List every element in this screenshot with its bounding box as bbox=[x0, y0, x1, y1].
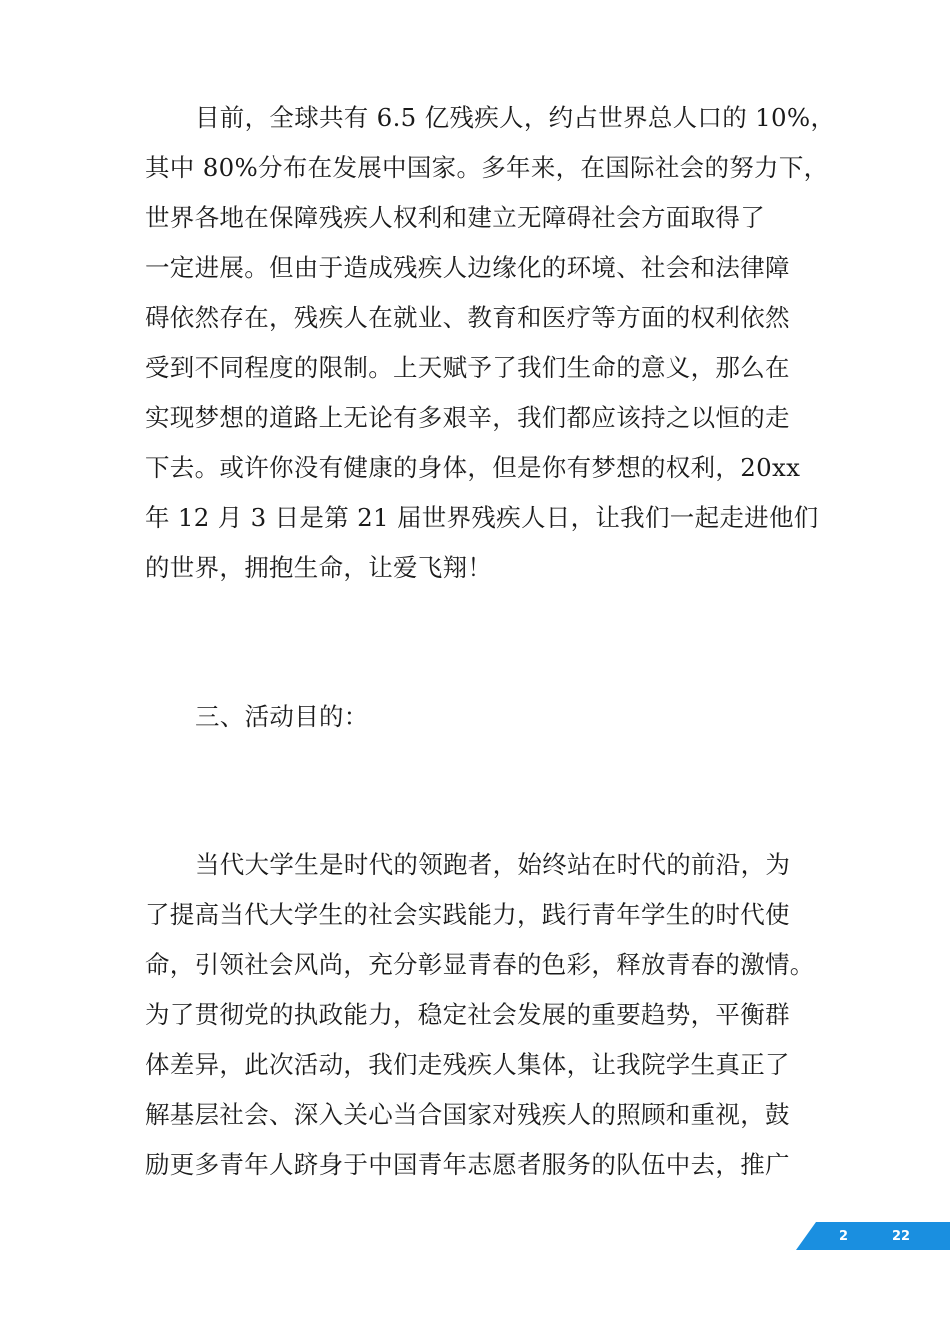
paragraph-1-line: 世界各地在保障残疾人权利和建立无障碍社会方面取得了 bbox=[145, 203, 765, 232]
paragraph-1-line: 受到不同程度的限制。上天赋予了我们生命的意义，那么在 bbox=[145, 353, 790, 382]
paragraph-2-line: 当代大学生是时代的领跑者，始终站在时代的前沿，为 bbox=[195, 850, 791, 879]
current-page-number: 2 bbox=[839, 1229, 849, 1244]
section-heading: 三、活动目的： bbox=[195, 702, 369, 731]
paragraph-1-line: 的世界，拥抱生命，让爱飞翔！ bbox=[145, 553, 493, 582]
paragraph-1-line: 碍依然存在，残疾人在就业、教育和医疗等方面的权利依然 bbox=[145, 303, 790, 332]
paragraph-1-line: 目前，全球共有 6.5 亿残疾人，约占世界总人口的 10%， bbox=[195, 103, 836, 132]
paragraph-1-line: 一定进展。但由于造成残疾人边缘化的环境、社会和法律障 bbox=[145, 253, 790, 282]
page-number-band-shape bbox=[796, 1222, 950, 1250]
paragraph-1-line: 年 12 月 3 日是第 21 届世界残疾人日，让我们一起走进他们 bbox=[145, 503, 819, 532]
paragraph-1-line: 其中 80%分布在发展中国家。多年来，在国际社会的努力下， bbox=[145, 153, 829, 182]
paragraph-2-line: 为了贯彻党的执政能力，稳定社会发展的重要趋势，平衡群 bbox=[145, 1000, 790, 1029]
paragraph-1-line: 下去。或许你没有健康的身体，但是你有梦想的权利，20xx bbox=[145, 453, 801, 482]
paragraph-2-line: 体差异，此次活动，我们走残疾人集体，让我院学生真正了 bbox=[145, 1050, 790, 1079]
paragraph-1-line: 实现梦想的道路上无论有多艰辛，我们都应该持之以恒的走 bbox=[145, 403, 790, 432]
paragraph-2-line: 命，引领社会风尚，充分彰显青春的色彩，释放青春的激情。 bbox=[145, 950, 815, 979]
total-pages-number: 22 bbox=[892, 1229, 911, 1244]
paragraph-2-line: 励更多青年人跻身于中国青年志愿者服务的队伍中去，推广 bbox=[145, 1150, 790, 1179]
paragraph-2-line: 解基层社会、深入关心当合国家对残疾人的照顾和重视，鼓 bbox=[145, 1100, 790, 1129]
paragraph-2-line: 了提高当代大学生的社会实践能力，践行青年学生的时代使 bbox=[145, 900, 790, 929]
page-number-band bbox=[796, 1222, 950, 1250]
